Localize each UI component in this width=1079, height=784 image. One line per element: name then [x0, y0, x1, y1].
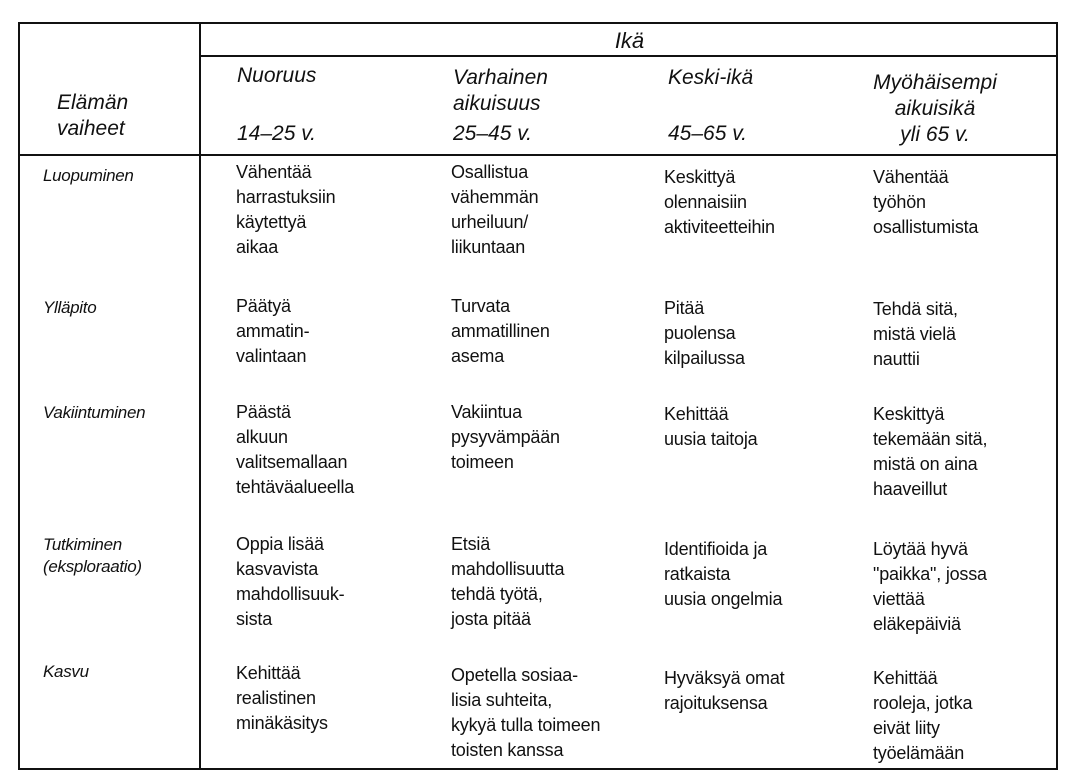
column-divider [199, 22, 201, 770]
table-cell: Löytää hyvä "paikka", jossa viettää eläkepäiviä [873, 539, 987, 634]
column-range-keski: 45–65 v. [668, 122, 748, 145]
column-header-keski: Keski-ikä [668, 66, 754, 89]
table-cell: Kehittää uusia taitoja [664, 404, 758, 449]
table-cell: Pitää puolensa kilpailussa [664, 298, 745, 368]
table-cell: Kehittää realistinen minäkäsitys [236, 663, 328, 733]
table-cell: Vähentää työhön osallistumista [873, 167, 979, 237]
column-range-varhainen: 25–45 v. [453, 122, 533, 145]
table-cell: Päätyä ammatin- valintaan [236, 296, 310, 366]
row-label-luopuminen: Luopuminen [43, 166, 134, 185]
header-rule [18, 154, 1058, 156]
table-cell: Identifioida ja ratkaista uusia ongelmia [664, 539, 783, 609]
stage-header: Elämän vaiheet [57, 91, 129, 140]
row-label-kasvu: Kasvu [43, 662, 89, 681]
table-cell: Tehdä sitä, mistä vielä nauttii [873, 299, 958, 369]
table-cell: Hyväksyä omat rajoituksensa [664, 668, 785, 713]
row-label-vakiintuminen: Vakiintuminen [43, 403, 146, 422]
table-cell: Turvata ammatillinen asema [451, 296, 550, 366]
column-range-nuoruus: 14–25 v. [237, 122, 317, 145]
table-cell: Vähentää harrastuksiin käytettyä aikaa [236, 162, 336, 257]
row-label-yllapito: Ylläpito [43, 298, 97, 317]
table-cell: Kehittää rooleja, jotka eivät liity työelämään [873, 668, 973, 763]
column-header-myohaisempi: Myöhäisempi aikuisikä yli 65 v. [873, 71, 997, 146]
table-cell: Vakiintua pysyvämpään toimeen [451, 402, 560, 472]
column-header-varhainen: Varhainen aikuisuus [453, 66, 548, 115]
table-cell: Päästä alkuun valitsemallaan tehtäväalueella [236, 402, 355, 497]
table-cell: Etsiä mahdollisuutta tehdä työtä, josta pitää [451, 534, 565, 629]
row-label-tutkiminen: Tutkiminen (eksploraatio) [43, 535, 142, 576]
table-cell: Keskittyä tekemään sitä, mistä on aina haaveillut [873, 404, 988, 499]
age-header-rule [199, 55, 1058, 57]
column-header-nuoruus: Nuoruus [237, 64, 317, 87]
table-cell: Keskittyä olennaisiin aktiviteetteihin [664, 167, 775, 237]
table-cell: Opetella sosiaa- lisia suhteita, kykyä tulla toimeen toisten kanssa [451, 665, 601, 760]
age-header: Ikä [614, 28, 645, 53]
table-cell: Oppia lisää kasvavista mahdollisuuk- sista [236, 534, 345, 629]
table-cell: Osallistua vähemmän urheiluun/ liikuntaan [451, 162, 539, 257]
